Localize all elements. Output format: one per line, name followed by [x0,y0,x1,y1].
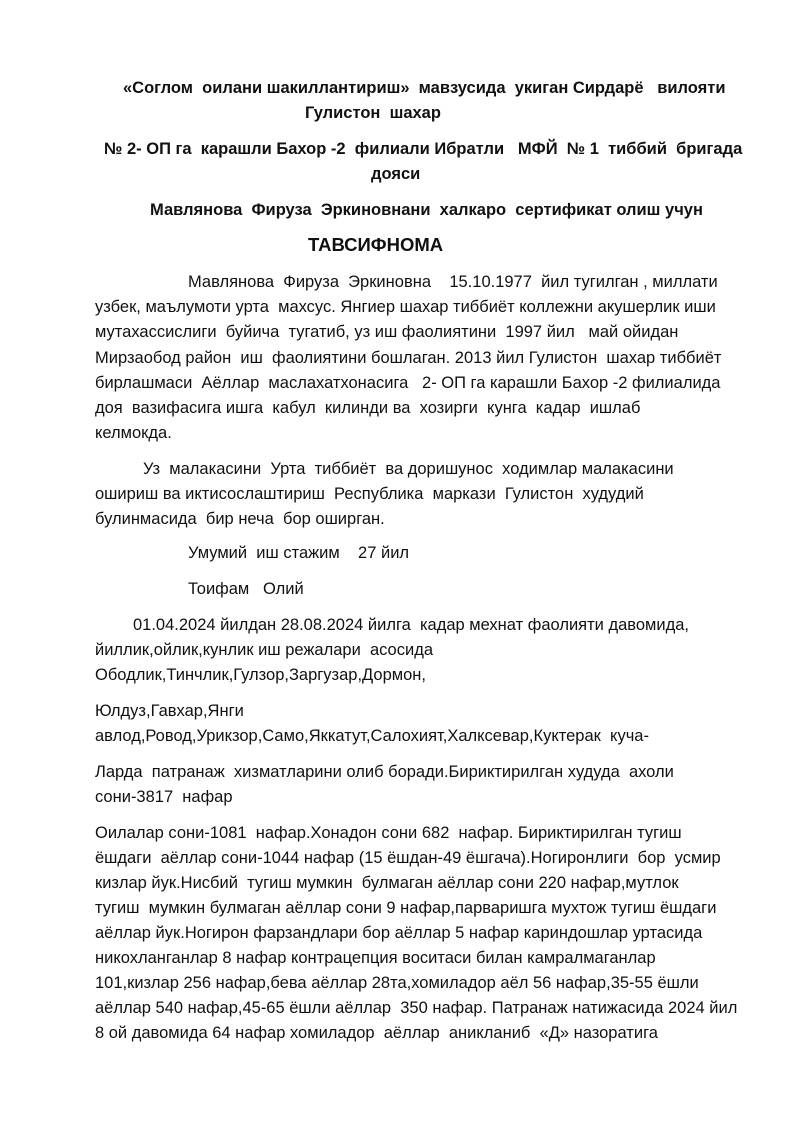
category: Тоифам Олий [188,580,304,598]
text-line: Ларда патранаж хизматларини олиб боради.Бириктирилган худуда ахоли [95,763,674,781]
text-line: аёллар 540 нафар,45-65 ёшли аёллар 350 нафар. Патранаж натижасида 2024 йил [95,999,738,1017]
text-line: сони-3817 нафар [95,788,233,806]
text-line: 101,кизлар 256 нафар,бева аёллар 28та,хомиладор аёл 56 нафар,35-55 ёшли [95,974,699,992]
text-line: тугиш мумкин булмаган аёллар сони 9 нафар,парваришга мухтож тугиш ёшдаги [95,899,717,917]
header-line-1: «Соглом оилани шакиллантириш» мавзусида укиган Сирдарё вилояти [123,79,726,97]
text-line: Ободлик,Тинчлик,Гулзор,Заргузар,Дормон, [95,666,426,684]
text-line: 8 ой давомида 64 нафар хомиладор аёллар аникланиб «Д» назоратига [95,1024,658,1042]
text-line: булинмасида бир неча бор оширган. [95,510,385,528]
text-line: бирлашмаси Аёллар маслахатхонасига 2- ОП га карашли Бахор -2 филиалида [95,374,721,392]
text-line: кизлар йук.Нисбий тугиш мумкин булмаган аёллар сони 220 нафар,мутлок [95,874,679,892]
work-experience: Умумий иш стажим 27 йил [188,544,410,562]
text-line: мутахассислиги буйича тугатиб, уз иш фаолиятини 1997 йил май ойидан [95,323,679,341]
document-title: ТАВСИФНОМА [308,234,444,255]
text-line: йиллик,ойлик,кунлик иш режалари асосида [95,641,434,659]
text-line: авлод,Ровод,Урикзор,Само,Яккатут,Салохият,Халксевар,Куктерак куча- [95,727,649,745]
text-line: келмокда. [95,424,172,442]
text-line: 01.04.2024 йилдан 28.08.2024 йилга кадар мехнат фаолияти давомида, [133,616,689,634]
text-line: никохланганлар 8 нафар контрацепция воситаси билан камралмаганлар [95,949,656,967]
text-line: Оилалар сони-1081 нафар.Хонадон сони 682 нафар. Бириктирилган тугиш [95,824,682,842]
text-line: ошириш ва иктисослаштириш Республика маркази Гулистон худудий [95,485,644,503]
text-line: узбек, маълумоти урта махсус. Янгиер шахар тиббиёт коллежни акушерлик иши [95,298,716,316]
text-line: Мирзаобод район иш фаолиятини бошлаган. 2013 йил Гулистон шахар тиббиёт [95,349,722,367]
text-line: доя вазифасига ишга кабул килинди ва хозирги кунга кадар ишлаб [95,399,641,417]
text-line: ёшдаги аёллар сони-1044 нафар (15 ёшдан-49 ёшгача).Ногиронлиги бор усмир [95,849,721,867]
header-line-3: № 2- ОП га карашли Бахор -2 филиали Ибратли МФЙ № 1 тиббий бригада [104,140,743,158]
header-line-5: Мавлянова Фируза Эркиновнани халкаро сертификат олиш учун [150,201,703,219]
text-line: Уз малакасини Урта тиббиёт ва доришунос ходимлар малакасини [143,460,674,478]
text-line: Юлдуз,Гавхар,Янги [95,702,244,720]
header-line-2: Гулистон шахар [305,104,441,122]
header-line-4: дояси [371,165,421,183]
text-line: Мавлянова Фируза Эркиновна 15.10.1977 йил тугилган , миллати [188,273,718,291]
text-line: аёллар йук.Ногирон фарзандлари бор аёллар 5 нафар кариндошлар уртасида [95,924,703,942]
